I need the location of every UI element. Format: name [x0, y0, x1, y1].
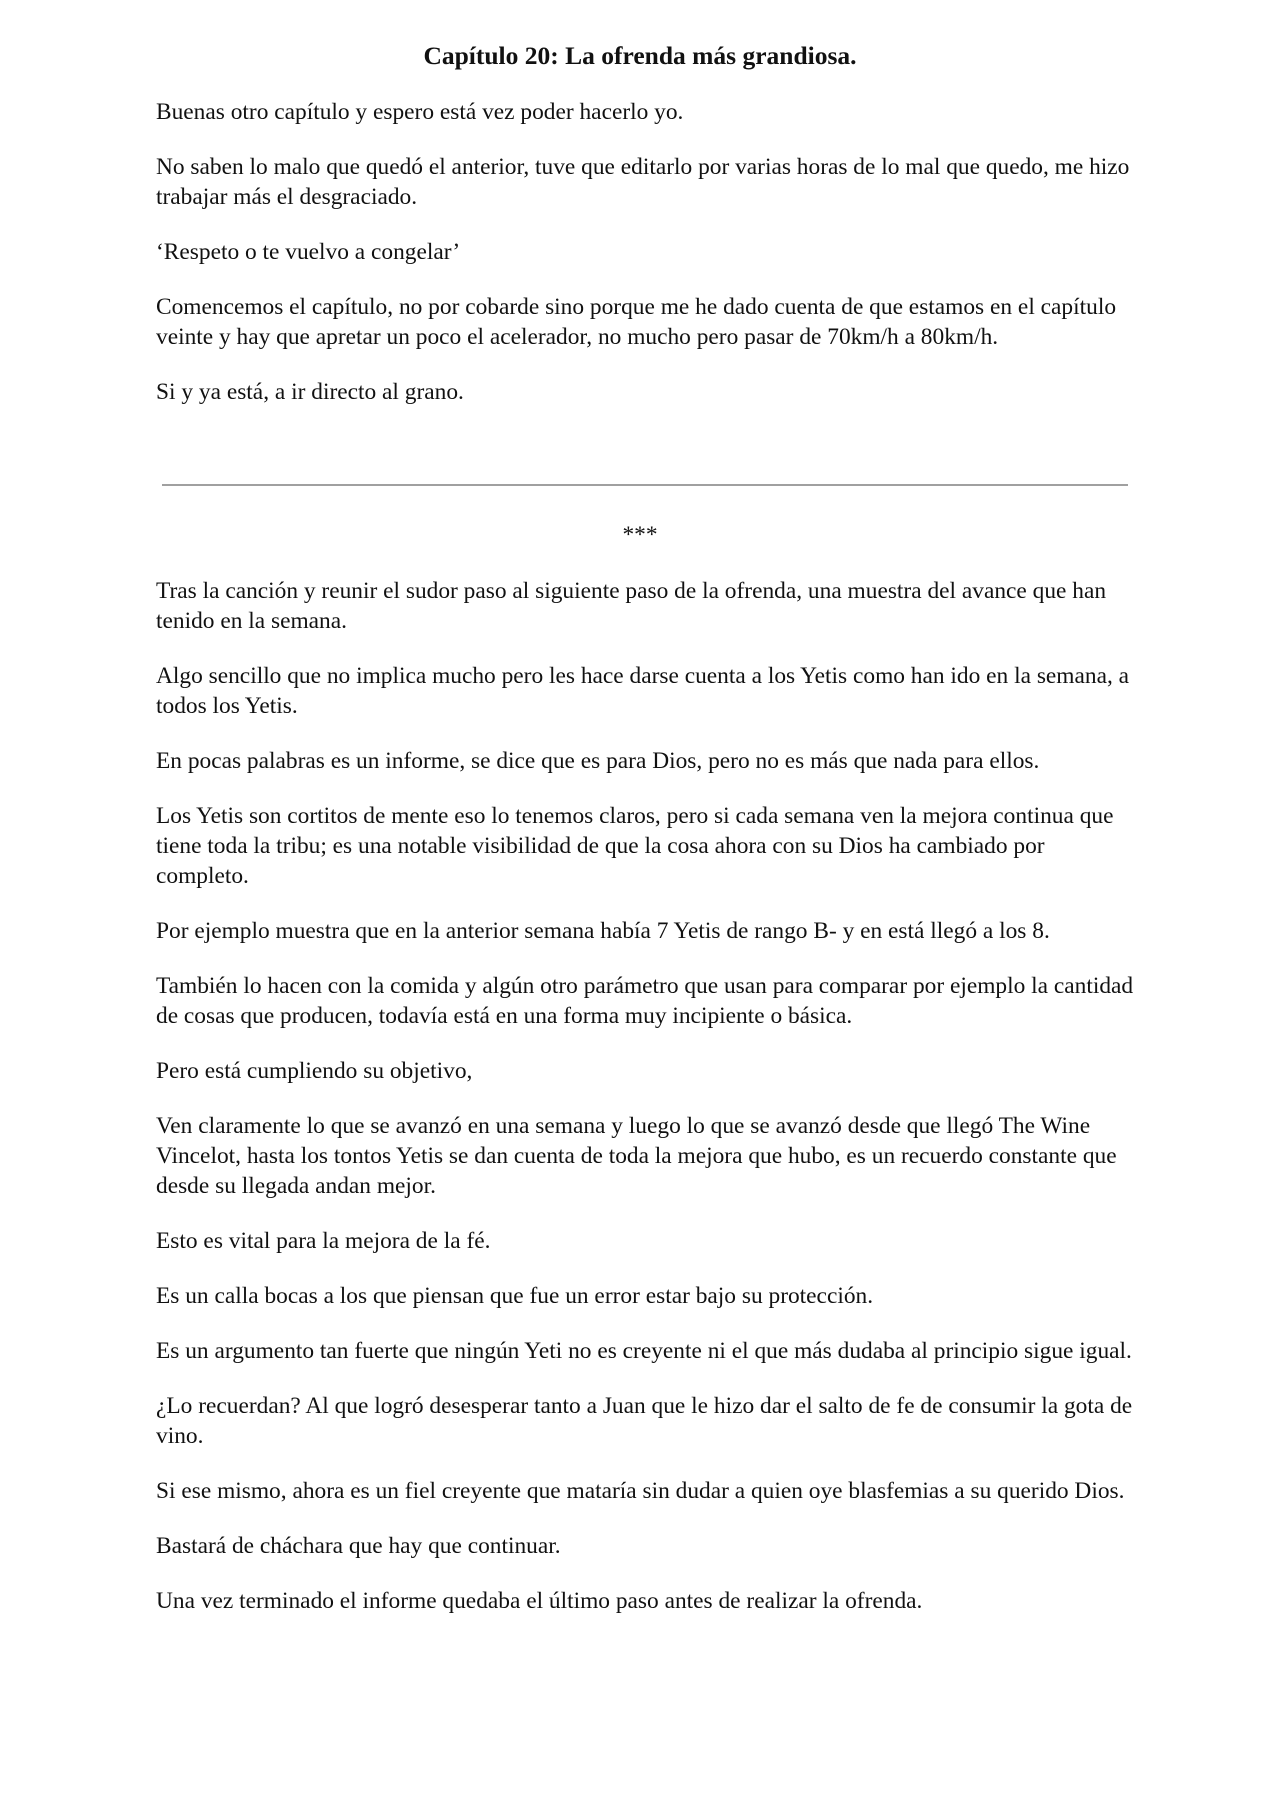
scene-separator: ***	[622, 522, 658, 548]
story-paragraph: Si ese mismo, ahora es un fiel creyente que mataría sin dudar a quien oye blasfemias a su querido Dios.	[156, 1478, 1125, 1504]
intro-paragraph: Buenas otro capítulo y espero está vez poder hacerlo yo.	[156, 99, 684, 125]
story-paragraph: Ven claramente lo que se avanzó en una semana y luego lo que se avanzó desde que llegó The Wine Vincelot, hasta los tontos Yetis se dan cuenta de toda la mejora que hubo, es un recuerdo constante que desde su llegada andan mejor.	[156, 1113, 1117, 1199]
story-paragraph: También lo hacen con la comida y algún otro parámetro que usan para comparar por ejemplo la cantidad de cosas que producen, todavía está en una forma muy incipiente o básica.	[156, 973, 1134, 1029]
story-paragraph: Es un calla bocas a los que piensan que fue un error estar bajo su protección.	[156, 1283, 874, 1309]
story-paragraph: En pocas palabras es un informe, se dice que es para Dios, pero no es más que nada para ellos.	[156, 748, 1040, 774]
intro-paragraph: No saben lo malo que quedó el anterior, tuve que editarlo por varias horas de lo mal que quedo, me hizo trabajar más el desgraciado.	[156, 154, 1130, 210]
intro-paragraph: Comencemos el capítulo, no por cobarde sino porque me he dado cuenta de que estamos en el capítulo veinte y hay que apretar un poco el acelerador, no mucho pero pasar de 70km/h a 80km/h.	[156, 294, 1117, 350]
story-paragraph: Algo sencillo que no implica mucho pero les hace darse cuenta a los Yetis como han ido en la semana, a todos los Yetis.	[156, 663, 1130, 719]
intro-paragraph: ‘Respeto o te vuelvo a congelar’	[156, 239, 461, 265]
chapter-title: Capítulo 20: La ofrenda más grandiosa.	[423, 41, 857, 70]
story-paragraph: ¿Lo recuerdan? Al que logró desesperar tanto a Juan que le hizo dar el salto de fe de consumir la gota de vino.	[156, 1393, 1133, 1449]
intro-paragraph: Si y ya está, a ir directo al grano.	[156, 379, 464, 405]
intro-section	[156, 97, 1136, 432]
horizontal-divider	[162, 484, 1128, 486]
story-paragraph: Tras la canción y reunir el sudor paso al siguiente paso de la ofrenda, una muestra del avance que han tenido en la semana.	[156, 578, 1107, 634]
story-paragraph: Bastará de cháchara que hay que continuar.	[156, 1533, 561, 1559]
story-paragraph: Esto es vital para la mejora de la fé.	[156, 1228, 491, 1254]
story-paragraph: Es un argumento tan fuerte que ningún Yeti no es creyente ni el que más dudaba al principio sigue igual.	[156, 1338, 1132, 1364]
story-paragraph: Una vez terminado el informe quedaba el último paso antes de realizar la ofrenda.	[156, 1588, 923, 1614]
story-paragraph: Pero está cumpliendo su objetivo,	[156, 1058, 473, 1084]
story-section	[156, 576, 1136, 1641]
story-paragraph: Por ejemplo muestra que en la anterior semana había 7 Yetis de rango B- y en está llegó a los 8.	[156, 918, 1050, 944]
story-paragraph: Los Yetis son cortitos de mente eso lo tenemos claros, pero si cada semana ven la mejora continua que tiene toda la tribu; es una notable visibilidad de que la cosa ahora con su Dios ha cambiado por completo.	[156, 803, 1114, 889]
